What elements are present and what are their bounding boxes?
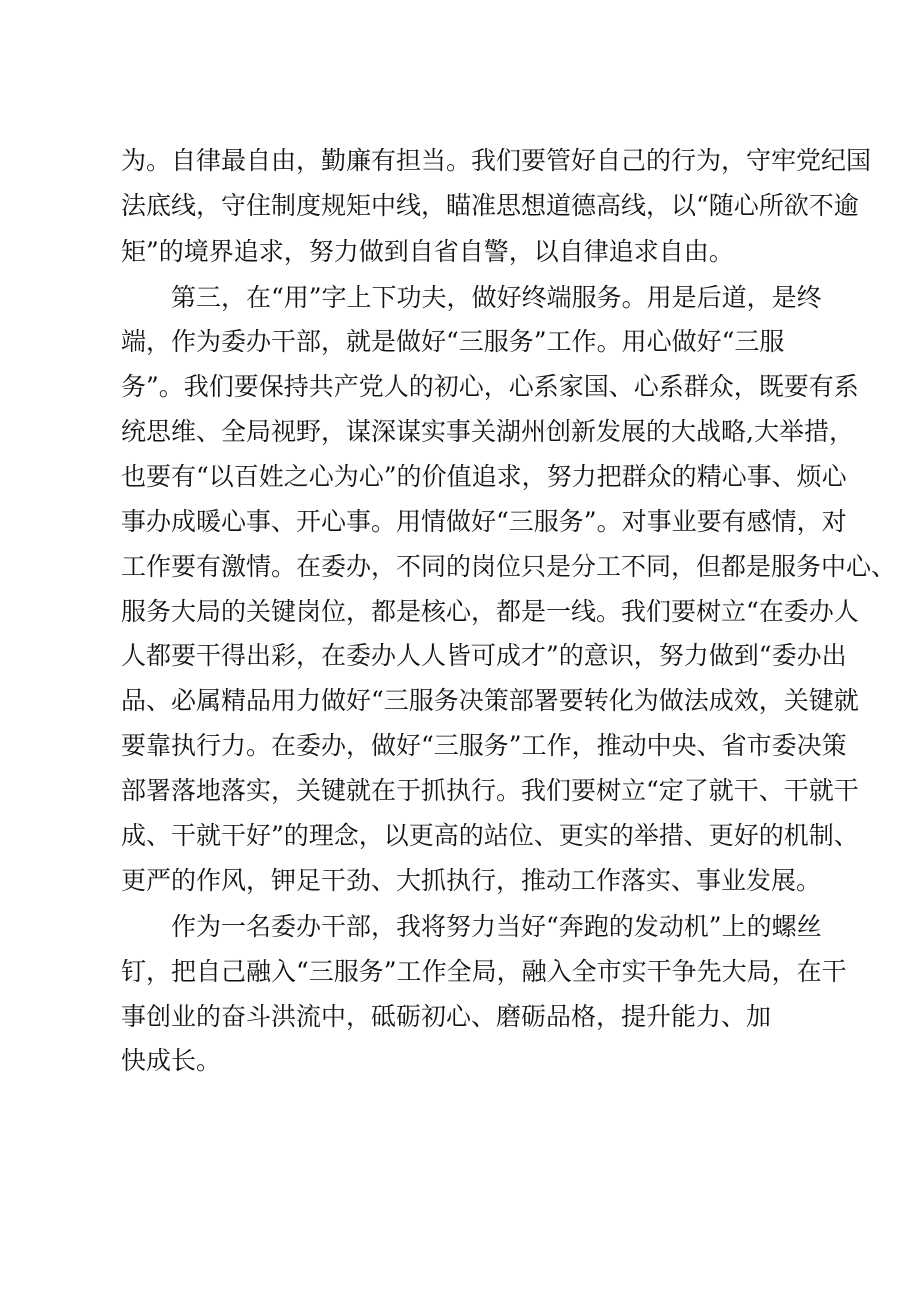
text-line-13: 品、必属精品用力做好“三服务决策部署要转化为做法成效，关键就 <box>121 686 859 715</box>
text-line-6: 务”。我们要保持共产党人的初心，心系家国、心系群众，既要有系 <box>121 372 859 401</box>
text-line-10: 工作要有激情。在委办，不同的岗位只是分工不同，但都是服务中心、 <box>121 552 897 581</box>
text-line-1: 为。自律最自由，勤廉有担当。我们要管好自己的行为，守牢党纪国 <box>121 146 872 175</box>
paragraph-start-line: 作为一名委办干部，我将努力当好“奔跑的发动机”上的螺丝 <box>171 912 822 941</box>
text-line-20: 事创业的奋斗洪流中，砥砺初心、磨砺品格，提升能力、加 <box>121 1002 772 1031</box>
text-line-14: 要靠执行力。在委办，做好“三服务”工作，推动中央、省市委决策 <box>121 731 847 760</box>
paragraph-start-line: 第三，在“用”字上下功夫，做好终端服务。用是后道，是终 <box>171 283 822 312</box>
text-line-8: 也要有“以百姓之心为心”的价值追求，努力把群众的精心事、烦心 <box>121 462 847 491</box>
text-line-9: 事办成暖心事、开心事。用情做好“三服务”。对事业要有感情，对 <box>121 507 847 536</box>
text-line-11: 服务大局的关键岗位，都是核心，都是一线。我们要树立“在委办人 <box>121 597 859 626</box>
text-line-12: 人都要干得出彩，在委办人人皆可成才”的意识，努力做到“委办出 <box>121 641 847 670</box>
text-line-21: 快成长。 <box>121 1046 222 1075</box>
text-line-17: 更严的作风，钾足干劲、大抓执行，推动工作落实、事业发展。 <box>121 866 822 895</box>
text-line-5: 端，作为委办干部，就是做好“三服务”工作。用心做好“三服 <box>121 327 785 356</box>
text-line-19: 钉，把自己融入“三服务”工作全局，融入全市实干争先大局，在干 <box>121 957 847 986</box>
text-line-7: 统思维、全局视野，谋深谋实事关湖州创新发展的大战略,大举措， <box>121 417 854 446</box>
text-line-16: 成、干就干好”的理念，以更高的站位、更实的举措、更好的机制、 <box>121 821 859 850</box>
text-line-3: 矩”的境界追求，努力做到自省自警，以自律追求自由。 <box>121 237 734 266</box>
text-line-15: 部署落地落实，关键就在于抓执行。我们要树立“定了就干、干就干 <box>121 776 859 805</box>
text-line-2: 法底线，守住制度规矩中线，瞄准思想道德高线，以“随心所欲不逾 <box>121 191 859 220</box>
